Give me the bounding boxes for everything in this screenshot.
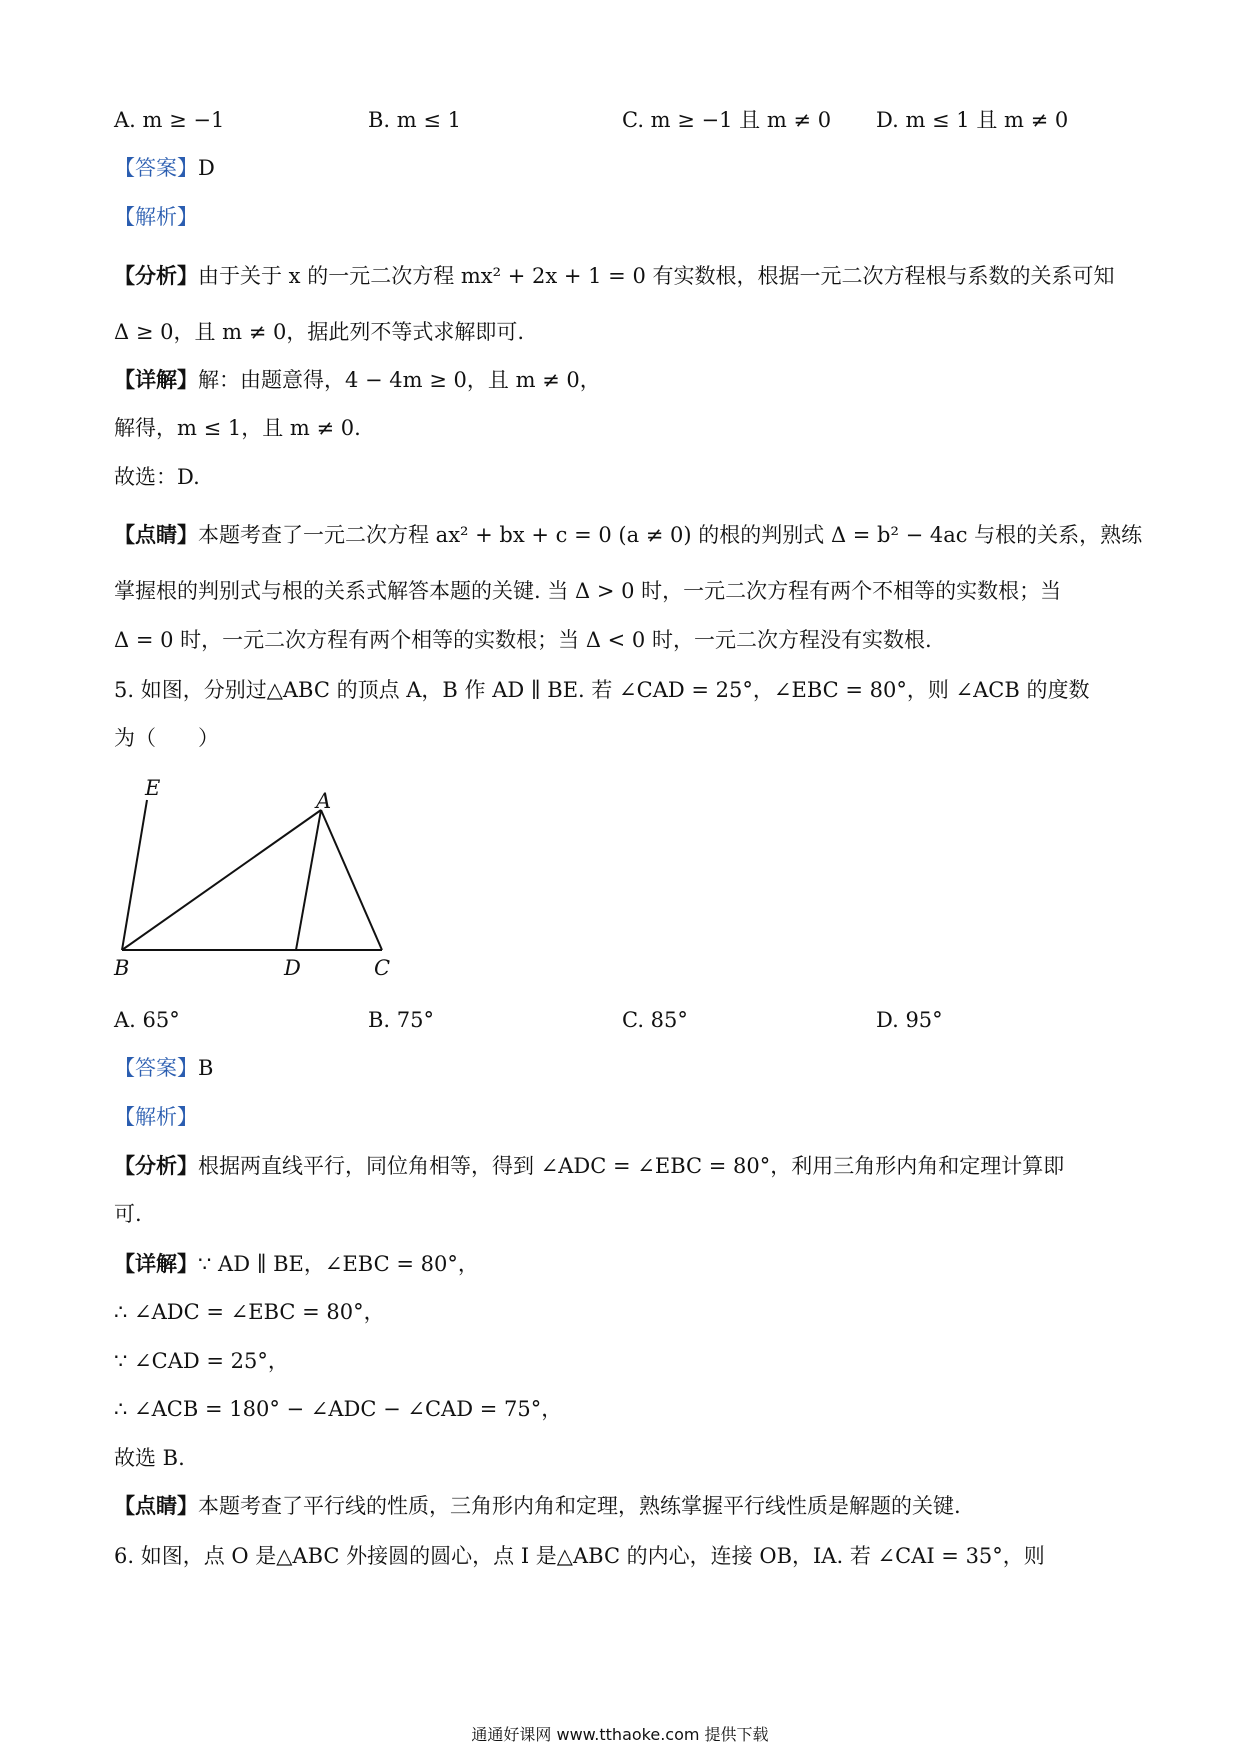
note-tag: 【点睛】	[114, 1493, 198, 1518]
q5-detail-line-5: 故选 B.	[114, 1446, 185, 1470]
q4-detail-line-3: 故选：D.	[114, 465, 200, 489]
q6-stem-line-1: 6. 如图，点 O 是△ABC 外接圆的圆心，点 I 是△ABC 的内心，连接 OB，IA. 若 ∠CAI = 35°，则	[114, 1544, 1045, 1568]
label-d: D	[284, 956, 301, 980]
note-text: 本题考查了平行线的性质，三角形内角和定理，熟练掌握平行线性质是解题的关键.	[198, 1494, 961, 1518]
label-e: E	[145, 776, 161, 800]
answer-tag: 【答案】	[114, 156, 198, 180]
q5-stem-line-2: 为（ ）	[114, 726, 219, 750]
q5-stem-line-1: 5. 如图，分别过△ABC 的顶点 A，B 作 AD ∥ BE. 若 ∠CAD = 25°，∠EBC = 80°，则 ∠ACB 的度数	[114, 678, 1090, 702]
q4-detail-line-1	[114, 365, 601, 395]
q5-analysis-line-1	[114, 1151, 1064, 1181]
q4-note-line-1	[114, 520, 1142, 550]
triangle-figure	[112, 770, 412, 980]
q5-option-c: C. 85°	[622, 1008, 688, 1032]
q5-option-b: B. 75°	[368, 1008, 435, 1032]
analysis-text: 由于关于 x 的一元二次方程 mx² + 2x + 1 = 0 有实数根，根据一元二次方程根与系数的关系可知	[198, 264, 1115, 288]
segment-ba	[122, 810, 321, 950]
q5-answer-line	[114, 1053, 213, 1083]
segment-ad	[296, 810, 321, 950]
q4-option-c: C. m ≥ −1 且 m ≠ 0	[622, 108, 832, 132]
analysis-tag: 【分析】	[114, 263, 198, 288]
q5-analysis-line-2: 可.	[114, 1202, 142, 1226]
q5-jiexi-tag: 【解析】	[114, 1105, 198, 1129]
q4-analysis-line-2: Δ ≥ 0，且 m ≠ 0，据此列不等式求解即可.	[114, 320, 525, 344]
q4-note-line-3: Δ = 0 时，一元二次方程有两个相等的实数根；当 Δ < 0 时，一元二次方程没有实数根.	[114, 628, 932, 652]
q4-analysis-line-1	[114, 261, 1114, 291]
q4-detail-line-2: 解得，m ≤ 1，且 m ≠ 0.	[114, 416, 361, 440]
footer-download-notice: 通通好课网 www.tthaoke.com 提供下载	[471, 1725, 769, 1744]
answer-value: B	[198, 1056, 214, 1080]
q4-note-line-2: 掌握根的判别式与根的关系式解答本题的关键. 当 Δ > 0 时，一元二次方程有两个不相等的实数根；当	[114, 579, 1062, 603]
analysis-text: 根据两直线平行，同位角相等，得到 ∠ADC = ∠EBC = 80°，利用三角形内角和定理计算即	[198, 1154, 1065, 1178]
q5-detail-line-2: ∴ ∠ADC = ∠EBC = 80°，	[114, 1300, 385, 1324]
q5-note-line-1	[114, 1491, 961, 1521]
q4-option-b: B. m ≤ 1	[368, 108, 462, 132]
q5-option-d: D. 95°	[876, 1008, 943, 1032]
segment-ac	[321, 810, 382, 950]
detail-tag: 【详解】	[114, 367, 198, 392]
detail-text: ∵ AD ∥ BE，∠EBC = 80°，	[198, 1252, 479, 1276]
detail-text: 解：由题意得，4 − 4m ≥ 0，且 m ≠ 0，	[198, 368, 601, 392]
label-b: B	[114, 956, 130, 980]
segment-be	[122, 800, 147, 950]
q4-answer-line	[114, 153, 215, 183]
analysis-tag: 【分析】	[114, 1153, 198, 1178]
label-c: C	[374, 956, 391, 980]
label-a: A	[316, 789, 332, 813]
q5-option-a: A. 65°	[114, 1008, 180, 1032]
answer-value: D	[198, 156, 215, 180]
q5-detail-line-3: ∵ ∠CAD = 25°，	[114, 1349, 289, 1373]
answer-tag: 【答案】	[114, 1056, 198, 1080]
q5-detail-line-1	[114, 1249, 479, 1279]
q4-jiexi-tag: 【解析】	[114, 205, 198, 229]
note-text: 本题考查了一元二次方程 ax² + bx + c = 0 (a ≠ 0) 的根的判别式 Δ = b² − 4ac 与根的关系，熟练	[198, 523, 1143, 547]
q4-option-a: A. m ≥ −1	[114, 108, 225, 132]
q5-detail-line-4: ∴ ∠ACB = 180° − ∠ADC − ∠CAD = 75°，	[114, 1397, 563, 1421]
q4-option-d: D. m ≤ 1 且 m ≠ 0	[876, 108, 1069, 132]
detail-tag: 【详解】	[114, 1251, 198, 1276]
note-tag: 【点睛】	[114, 522, 198, 547]
